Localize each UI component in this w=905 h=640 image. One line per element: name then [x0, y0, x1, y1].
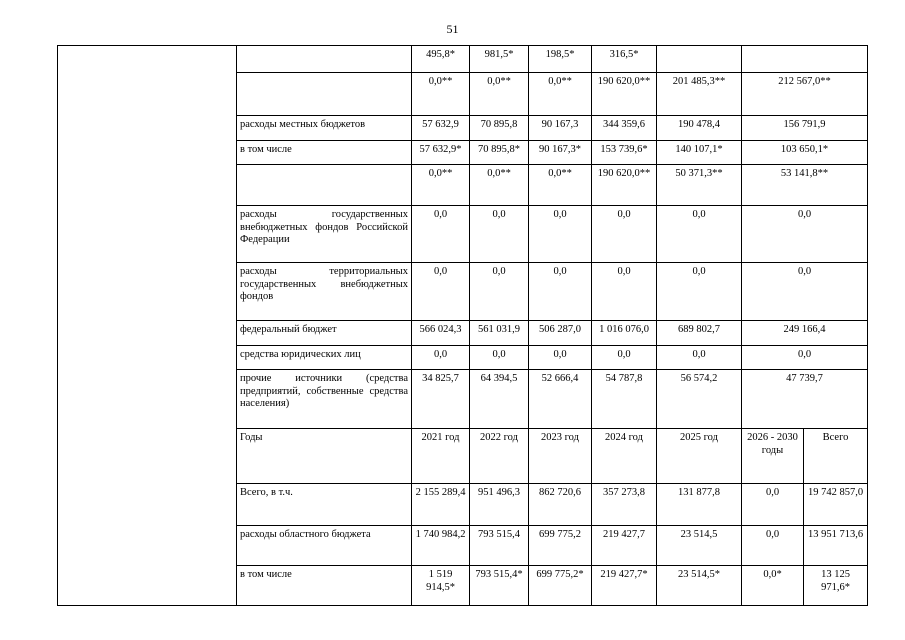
cell: 495,8*: [412, 46, 470, 73]
cell: 70 895,8*: [470, 141, 529, 165]
cell: 0,0: [470, 206, 529, 263]
year-header: 2024 год: [592, 429, 657, 484]
cell: 0,0: [657, 346, 742, 370]
cell: 0,0**: [470, 73, 529, 116]
cell: 0,0: [742, 206, 868, 263]
cell: 0,0: [470, 346, 529, 370]
cell: 23 514,5*: [657, 566, 742, 606]
cell: 344 359,6: [592, 116, 657, 141]
cell: 13 125 971,6*: [804, 566, 868, 606]
cell: 131 877,8: [657, 484, 742, 526]
cell: 2 155 289,4: [412, 484, 470, 526]
cell: 219 427,7*: [592, 566, 657, 606]
total-header: Всего: [804, 429, 868, 484]
row-label: Всего, в т.ч.: [237, 484, 412, 526]
cell: 1 016 076,0: [592, 321, 657, 346]
cell: 156 791,9: [742, 116, 868, 141]
cell: 1 519 914,5*: [412, 566, 470, 606]
cell: 34 825,7: [412, 370, 470, 429]
cell: 0,0**: [529, 165, 592, 206]
cell: 13 951 713,6: [804, 526, 868, 566]
cell: 0,0: [592, 263, 657, 321]
row-label: [237, 165, 412, 206]
cell: 190 620,0**: [592, 165, 657, 206]
cell: 0,0: [592, 346, 657, 370]
cell: 793 515,4*: [470, 566, 529, 606]
year-header: 2022 год: [470, 429, 529, 484]
cell: 52 666,4: [529, 370, 592, 429]
row-label: средства юридических лиц: [237, 346, 412, 370]
cell: 0,0: [592, 206, 657, 263]
cell: 0,0: [529, 263, 592, 321]
cell: [742, 46, 868, 73]
year-header: 2021 год: [412, 429, 470, 484]
cell: 0,0**: [412, 165, 470, 206]
budget-table: [57, 45, 868, 606]
cell: 566 024,3: [412, 321, 470, 346]
cell: 23 514,5: [657, 526, 742, 566]
row-label: федеральный бюджет: [237, 321, 412, 346]
cell: 0,0: [470, 263, 529, 321]
row-label: расходы областного бюджета: [237, 526, 412, 566]
cell: 53 141,8**: [742, 165, 868, 206]
cell: 103 650,1*: [742, 141, 868, 165]
cell: 951 496,3: [470, 484, 529, 526]
cell: 249 166,4: [742, 321, 868, 346]
cell: 50 371,3**: [657, 165, 742, 206]
cell: 201 485,3**: [657, 73, 742, 116]
cell: 793 515,4: [470, 526, 529, 566]
row-label: прочие источники (средства предприятий, собственные средства населения): [237, 370, 412, 429]
cell: 0,0: [529, 346, 592, 370]
left-blank-column: [58, 46, 237, 606]
year-header: 2025 год: [657, 429, 742, 484]
cell: 57 632,9: [412, 116, 470, 141]
row-label: расходы государственных внебюджетных фондов Российской Федерации: [237, 206, 412, 263]
cell: 1 740 984,2: [412, 526, 470, 566]
cell: 56 574,2: [657, 370, 742, 429]
cell: 219 427,7: [592, 526, 657, 566]
cell: 0,0: [742, 263, 868, 321]
cell: 0,0: [657, 206, 742, 263]
year-header: 2023 год: [529, 429, 592, 484]
cell: 0,0**: [412, 73, 470, 116]
cell: 0,0**: [470, 165, 529, 206]
cell: 90 167,3*: [529, 141, 592, 165]
cell: 0,0**: [529, 73, 592, 116]
cell: 90 167,3: [529, 116, 592, 141]
cell: 57 632,9*: [412, 141, 470, 165]
cell: 212 567,0**: [742, 73, 868, 116]
row-label: [237, 73, 412, 116]
cell: 19 742 857,0: [804, 484, 868, 526]
cell: 0,0: [412, 346, 470, 370]
cell: 70 895,8: [470, 116, 529, 141]
table-row: [58, 46, 868, 73]
cell: 981,5*: [470, 46, 529, 73]
cell: 689 802,7: [657, 321, 742, 346]
cell: 0,0: [412, 263, 470, 321]
cell: 140 107,1*: [657, 141, 742, 165]
row-label: расходы местных бюджетов: [237, 116, 412, 141]
cell: 153 739,6*: [592, 141, 657, 165]
cell: 0,0: [742, 346, 868, 370]
cell: [657, 46, 742, 73]
cell: 0,0*: [742, 566, 804, 606]
cell: 862 720,6: [529, 484, 592, 526]
cell: 0,0: [529, 206, 592, 263]
cell: 190 478,4: [657, 116, 742, 141]
cell: 316,5*: [592, 46, 657, 73]
cell: 699 775,2: [529, 526, 592, 566]
cell: 0,0: [412, 206, 470, 263]
years-label: Годы: [237, 429, 412, 484]
cell: 506 287,0: [529, 321, 592, 346]
cell: 699 775,2*: [529, 566, 592, 606]
cell: 54 787,8: [592, 370, 657, 429]
cell: 357 273,8: [592, 484, 657, 526]
row-label: [237, 46, 412, 73]
cell: 47 739,7: [742, 370, 868, 429]
row-label: в том числе: [237, 566, 412, 606]
row-label: расходы территориальных государственных внебюджетных фондов: [237, 263, 412, 321]
cell: 561 031,9: [470, 321, 529, 346]
cell: 190 620,0**: [592, 73, 657, 116]
year-header: 2026 - 2030 годы: [742, 429, 804, 484]
cell: 0,0: [742, 526, 804, 566]
cell: 0,0: [742, 484, 804, 526]
page-number: 51: [446, 22, 459, 36]
cell: 64 394,5: [470, 370, 529, 429]
cell: 198,5*: [529, 46, 592, 73]
cell: 0,0: [657, 263, 742, 321]
row-label: в том числе: [237, 141, 412, 165]
